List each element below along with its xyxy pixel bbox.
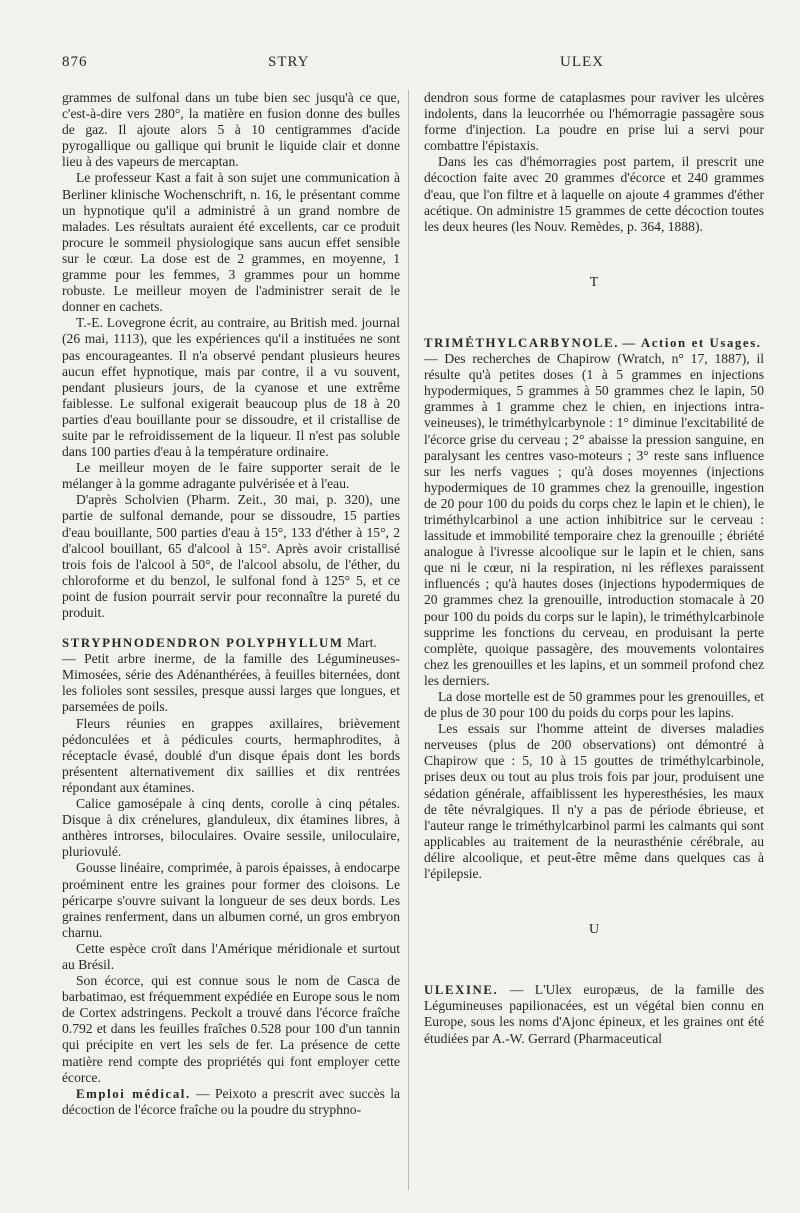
- paragraph: D'après Scholvien (Pharm. Zeit., 30 mai, p. 320), une partie de sulfonal demande, pour se dissoudre, 15 parties d'eau bouillante, 500 parties d'eau à 15°, 133 d'éther à 15°, 2 d'alcool bouillant, 65 d'alcool à 15°. Après avoir cristallisé trois fois de l'alcool à 50°, de l'alcool absolu, de l'éther, du chloroforme et du benzol, le sulfonal fond à 125° 5, et ce point de fusion pourrait servir pour reconnaître la pureté du produit.: [62, 492, 400, 620]
- entry-authority: Mart.: [346, 635, 377, 651]
- paragraph: — L'Ulex europæus, de la famille des Légumineuses papilionacées, est un végétal bien connu en Europe, sous les noms d'Ajonc épineux, et les graines ont été étudiées par A.-W. Gerrard (Pharmaceutical: [424, 982, 764, 1046]
- entry-headword: TRIMÉTHYLCARBYNOLE.: [424, 335, 620, 350]
- paragraph: grammes de sulfonal dans un tube bien sec jusqu'à ce que, c'est-à-dire vers 280°, la matière en fusion donne des bulles de gaz. Il ajoute alors 5 à 10 centigrammes d'acide pyrogallique ou gallique qui brunit le liquide clair et donne lieu à des vapeurs de mercaptan.: [62, 90, 400, 170]
- paragraph: Les essais sur l'homme atteint de diverses maladies nerveuses (plus de 200 observations) ont démontré à Chapirow que : 5, 10 à 15 gouttes de triméthylcarbinole, prises deux ou tout au plus trois fois par jour, produisent une sédation générale, affaiblissent les hyperesthésies, les maux de tête névralgiques. Il n'y a pas de période ébrieuse, et l'auteur range le triméthylcarbinol parmi les calmants qui sont applicables au traitement de la neurasthénie cérébrale, au délire alcoolique, et peut-être même dans quelques cas à l'épilepsie.: [424, 721, 764, 882]
- paragraph: T.-E. Lovegrone écrit, au contraire, au British med. journal (26 mai, 1113), que les expériences qu'il a instituées ne sont pas encourageantes. Il n'a observé pendant plusieurs heures aucun effet hypnotique, mais par contre, il a vu souvent, pendant plusieurs jours, de la cyanose et une extrême faiblesse. Le sulfonal exigerait beaucoup plus de 18 à 20 parties d'eau bouillante pour se dissoudre, et il cristallise de suite par le refroidissement de la liqueur. Il n'est pas soluble dans 100 parties d'eau à la température ordinaire.: [62, 315, 400, 460]
- paragraph: Fleurs réunies en grappes axillaires, brièvement pédonculées et à pédicules courts, hermaphrodites, à réceptacle évasé, doublé d'un disque épais dont les bords présentent alternativement dix saillies et dix rentrées répondant aux étamines.: [62, 715, 400, 795]
- right-column: [424, 90, 764, 1047]
- paragraph: Son écorce, qui est connue sous le nom de Casca de barbatimao, est fréquemment expédiée en Europe sous le nom de Cortex adstringens. Peckolt a trouvé dans l'écorce fraîche 0.792 et dans les feuilles fraîches 0.528 pour 100 d'un tannin qui précipite en vert les sels de fer. La présence de cette matière rend compte des propriétés qui font employer cette écorce.: [62, 973, 400, 1085]
- page-number: 876: [62, 54, 88, 70]
- section-letter-u: U: [588, 922, 600, 938]
- paragraph: Dans les cas d'hémorragies post partem, il prescrit une décoction faite avec 20 grammes d'écorce et 240 grammes d'eau, que l'on filtre et à laquelle on ajoute 4 grammes d'éther acétique. On administre 15 grammes de cette décoction toutes les deux heures (les Nouv. Remèdes, p. 364, 1888).: [424, 154, 764, 234]
- paragraph: — Peixoto a prescrit avec succès la décoction de l'écorce fraîche ou la poudre du stryphno-: [62, 1085, 400, 1117]
- entry-headword: ULEXINE.: [424, 983, 499, 998]
- paragraph: La dose mortelle est de 50 grammes pour les grenouilles, et de plus de 30 pour 100 du poids du corps pour les lapins.: [424, 689, 764, 721]
- paragraph: Cette espèce croît dans l'Amérique méridionale et surtout au Brésil.: [62, 940, 400, 972]
- paragraph: Le professeur Kast a fait à son sujet une communication à Berliner klinische Wochenschrift, n. 16, le présentant comme un hypnotique qu'il a administré à un grand nombre de malades. Les résultats auraient été excellents, car ce produit procure le sommeil physiologique sans aucun effet sensible sur le cœur. La dose est de 2 grammes, en moyenne, 1 gramme pour les femmes, 3 grammes pour un homme robuste. Le meilleur moyen de l'administrer serait de le donner en cachets.: [62, 170, 400, 315]
- entry-subhead: — Action et Usages.: [622, 335, 762, 350]
- left-column: [62, 90, 400, 1118]
- left-running-head: STRY: [268, 54, 310, 70]
- paragraph: Le meilleur moyen de le faire supporter serait de le mélanger à la gomme adragante pulvérisée et à l'eau.: [62, 460, 400, 492]
- right-running-head: ULEX: [560, 54, 604, 70]
- section-letter-t: T: [589, 274, 599, 290]
- column-divider: [408, 90, 409, 1190]
- subsection-heading: Emploi médical.: [76, 1086, 191, 1101]
- entry-ulexine: [424, 982, 764, 1046]
- paragraph: — Petit arbre inerme, de la famille des Légumineuses-Mimosées, série des Adénanthérées, à feuilles biternées, dont les folioles sont sessiles, presque aussi larges que longues, et parsemées de poils.: [62, 651, 400, 715]
- entry-trimethylcarbynole: [424, 335, 764, 882]
- paragraph: — Des recherches de Chapirow (Wratch, n° 17, 1887), il résulte qu'à petites doses (1 à 5 grammes en injections hypodermiques, 5 grammes à 50 grammes chez le lapin, 50 grammes à 1 gramme chez le chien, en injections intra-veineuses), le triméthylcarbynole : 1° diminue l'excitabilité de l'écorce grise du cerveau ; 2° abaisse la pression sanguine, en paralysant les centres vaso-moteurs ; 3° reste sans influence sur les nerfs vagues ; qu'à doses moyennes (injections hypodermiques de 10 grammes chez la grenouille, ingestion de 20 pour 100 du poids du corps chez le lapin et le chien), le triméthylcarbinol a une action inhibitrice sur le cerveau : lassitude et immobilité temporaire chez la grenouille ; ébriété analogue à l'ivresse alcoolique sur le lapin et le chien, sans que ni le cœur, ni la respiration, ni les réflexes paraissent influencés ; qu'à hautes doses (injections hypodermiques de 20 grammes chez la grenouille, introduction stomacale à 20 pour 100 du poids du corps sur le lapin), le triméthylcarbinole supprime les fonctions du cerveau, en produisant la perte complète, quoique passagère, des mouvements volontaires chez les grenouilles et les lapins, et un sommeil profond chez les derniers.: [424, 351, 764, 688]
- entry-stryphnodendron: [62, 635, 400, 1118]
- entry-headword: STRYPHNODENDRON POLYPHYLLUM: [62, 636, 344, 651]
- paragraph: Calice gamosépale à cinq dents, corolle à cinq pétales. Disque à dix crénelures, glanduleux, dix étamines libres, à anthères introrses, biloculaires. Ovaire sessile, uniloculaire, pluriovulé.: [62, 796, 400, 860]
- paragraph: Gousse linéaire, comprimée, à parois épaisses, à endocarpe proéminent entre les graines pour former des cloisons. Le péricarpe s'ouvre suivant la longueur de ses deux bords. Les graines renferment, dans un albumen corné, un gros embryon charnu.: [62, 860, 400, 940]
- paragraph: dendron sous forme de cataplasmes pour raviver les ulcères indolents, dans la leucorrhée ou l'hémorragie passagère sous forme d'injection. La poudre en prise lui a servi pour combattre l'épistaxis.: [424, 90, 764, 154]
